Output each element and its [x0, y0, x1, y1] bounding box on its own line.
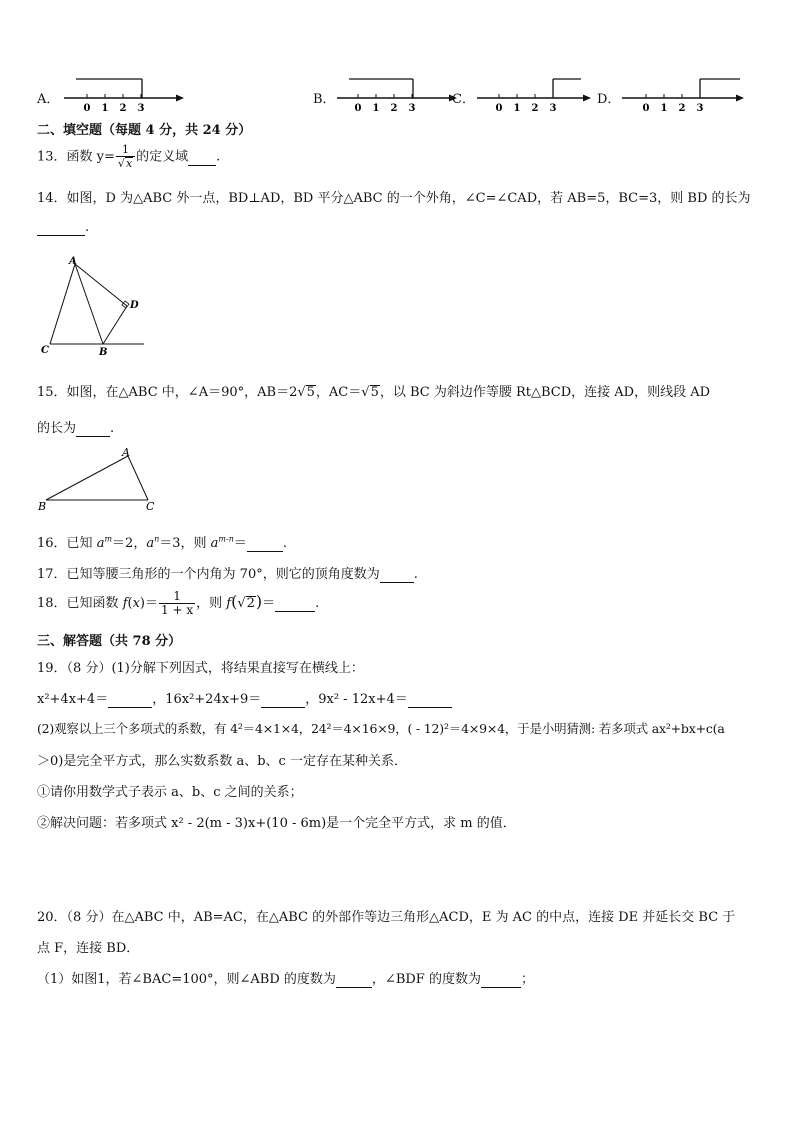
q19-line6: ②解决问题：若多项式 x² - 2(m - 3)x+(10 - 6m)是一个完全平方式，求 m 的值． [37, 816, 516, 831]
q19-line5: ①请你用数学式子表示 a、b、c 之间的关系； [37, 785, 303, 800]
question-18: 18．已知函数 f(x)＝ $\frac{1}{1 + x}$ ，则 f(√2)＝ . [37, 589, 320, 618]
q19-blank-1[interactable] [108, 692, 152, 708]
question-15-line1 [37, 381, 710, 400]
q15-line2-text: 的长为 [37, 421, 77, 436]
q13-end: . [216, 149, 221, 165]
q20-blank-2[interactable] [481, 972, 521, 988]
question-13 [37, 144, 220, 170]
q15-part1: 15．如图，在△ABC 中，∠A＝90°，AB＝2 [37, 385, 298, 400]
option-label: A． [37, 92, 60, 107]
question-14-answer [37, 220, 89, 236]
q19-line1: 19．（8 分）(1)分解下列因式，将结果直接写在横线上： [37, 661, 364, 676]
tick-label: 2 [531, 103, 539, 114]
question-16: 16．已知 $a^m=2$，$a^n=3$，则 $a^{m-n}=$ . [37, 534, 288, 551]
q14-figure [36, 252, 151, 362]
tick-label: 0 [495, 103, 503, 114]
q14-line1: 14．如图，D 为△ABC 外一点，BD⊥AD，BD 平分△ABC 的一个外角，∠C=∠CAD，若 AB=5，BC=3，则 BD 的长为 [37, 191, 751, 206]
point-label-c: C [41, 345, 49, 356]
q13-prefix: 13．函数 y= [37, 149, 115, 165]
tick-label: 0 [83, 103, 91, 114]
option-label: B． [313, 92, 336, 107]
point-label-b: B [99, 347, 108, 358]
q18-prefix: 18．已知函数 [37, 596, 119, 612]
tick-label: 0 [354, 103, 362, 114]
point-label-c: C [146, 500, 155, 513]
point-label-d: D [130, 300, 139, 311]
section-fill-in-title: 二、填空题（每题 4 分，共 24 分） [37, 123, 252, 138]
q15-figure [36, 444, 161, 514]
point-label-a: A [69, 256, 77, 267]
number-line-b [333, 74, 458, 114]
number-line-c [473, 74, 593, 114]
q16-answer-blank[interactable] [247, 536, 283, 552]
tick-label: 3 [408, 103, 416, 114]
q15-root1: √5 [297, 385, 315, 400]
tick-label: 1 [660, 103, 668, 114]
q20-line3: （1）如图1，若∠BAC=100°，则∠ABD 的度数为 ，∠BDF 的度数为 ； [37, 972, 534, 987]
tick-label: 2 [390, 103, 398, 114]
q19-line3: (2)观察以上三个多项式的系数，有 4²＝4×1×4，24²＝4×16×9，( - 12)²＝4×9×4，于是小明猜测: 若多项式 ax²+bx+c(a [37, 721, 725, 736]
q17-answer-blank[interactable] [380, 567, 414, 583]
q13-answer-blank[interactable] [188, 150, 216, 166]
point-label-a: A [122, 446, 130, 459]
option-label: D． [597, 92, 621, 107]
tick-label: 3 [137, 103, 145, 114]
tick-label: 1 [372, 103, 380, 114]
tick-label: 2 [119, 103, 127, 114]
q17-text: 17．已知等腰三角形的一个内角为 70°，则它的顶角度数为 [37, 567, 380, 582]
option-label: C． [452, 92, 475, 107]
q14-end: . [85, 220, 90, 235]
q19-blank-2[interactable] [261, 692, 305, 708]
q19-line4: ＞0)是完全平方式，那么实数系数 a、b、c 一定存在某种关系． [37, 754, 407, 769]
section-solve-title: 三、解答题（共 78 分） [37, 634, 182, 649]
q15-part2: ，AC＝ [315, 385, 362, 400]
number-line-a [60, 74, 185, 114]
q19-blank-3[interactable] [408, 692, 452, 708]
q19-expressions: x²+4x+4＝ ，16x²+24x+9＝ ，9x² - 12x+4＝ [37, 688, 452, 708]
q15-root2: √5 [361, 385, 379, 400]
q13-numerator: 1 [116, 144, 135, 157]
q20-line1: 20．（8 分）在△ABC 中，AB=AC，在△ABC 的外部作等边三角形△ACD，E 为 AC 的中点，连接 DE 并延长交 BC 于 [37, 910, 736, 925]
q18-fraction: $\frac{1}{1 + x}$ [161, 589, 194, 618]
tick-label: 1 [513, 103, 521, 114]
question-15-line2 [37, 417, 114, 437]
q16-prefix: 16．已知 [37, 536, 97, 551]
question-17: 17．已知等腰三角形的一个内角为 70°，则它的顶角度数为 . [37, 567, 418, 582]
q13-suffix: 的定义域 [136, 149, 189, 165]
q15-part3: ，以 BC 为斜边作等腰 Rt△BCD，连接 AD，则线段 AD [379, 385, 711, 400]
q15-answer-blank[interactable] [76, 421, 110, 437]
tick-label: 3 [696, 103, 704, 114]
tick-label: 3 [549, 103, 557, 114]
tick-label: 0 [642, 103, 650, 114]
q13-denominator: x [125, 157, 133, 171]
point-label-b: B [38, 500, 47, 513]
tick-label: 2 [678, 103, 686, 114]
tick-label: 1 [101, 103, 109, 114]
q13-fraction: $\frac{1}{√x}$ [116, 144, 135, 170]
q18-answer-blank[interactable] [275, 596, 315, 612]
q20-line2: 点 F，连接 BD． [37, 941, 140, 956]
q15-end: . [110, 421, 115, 436]
q20-blank-1[interactable] [336, 972, 372, 988]
number-line-d [618, 74, 746, 114]
q14-answer-blank[interactable] [37, 220, 85, 236]
